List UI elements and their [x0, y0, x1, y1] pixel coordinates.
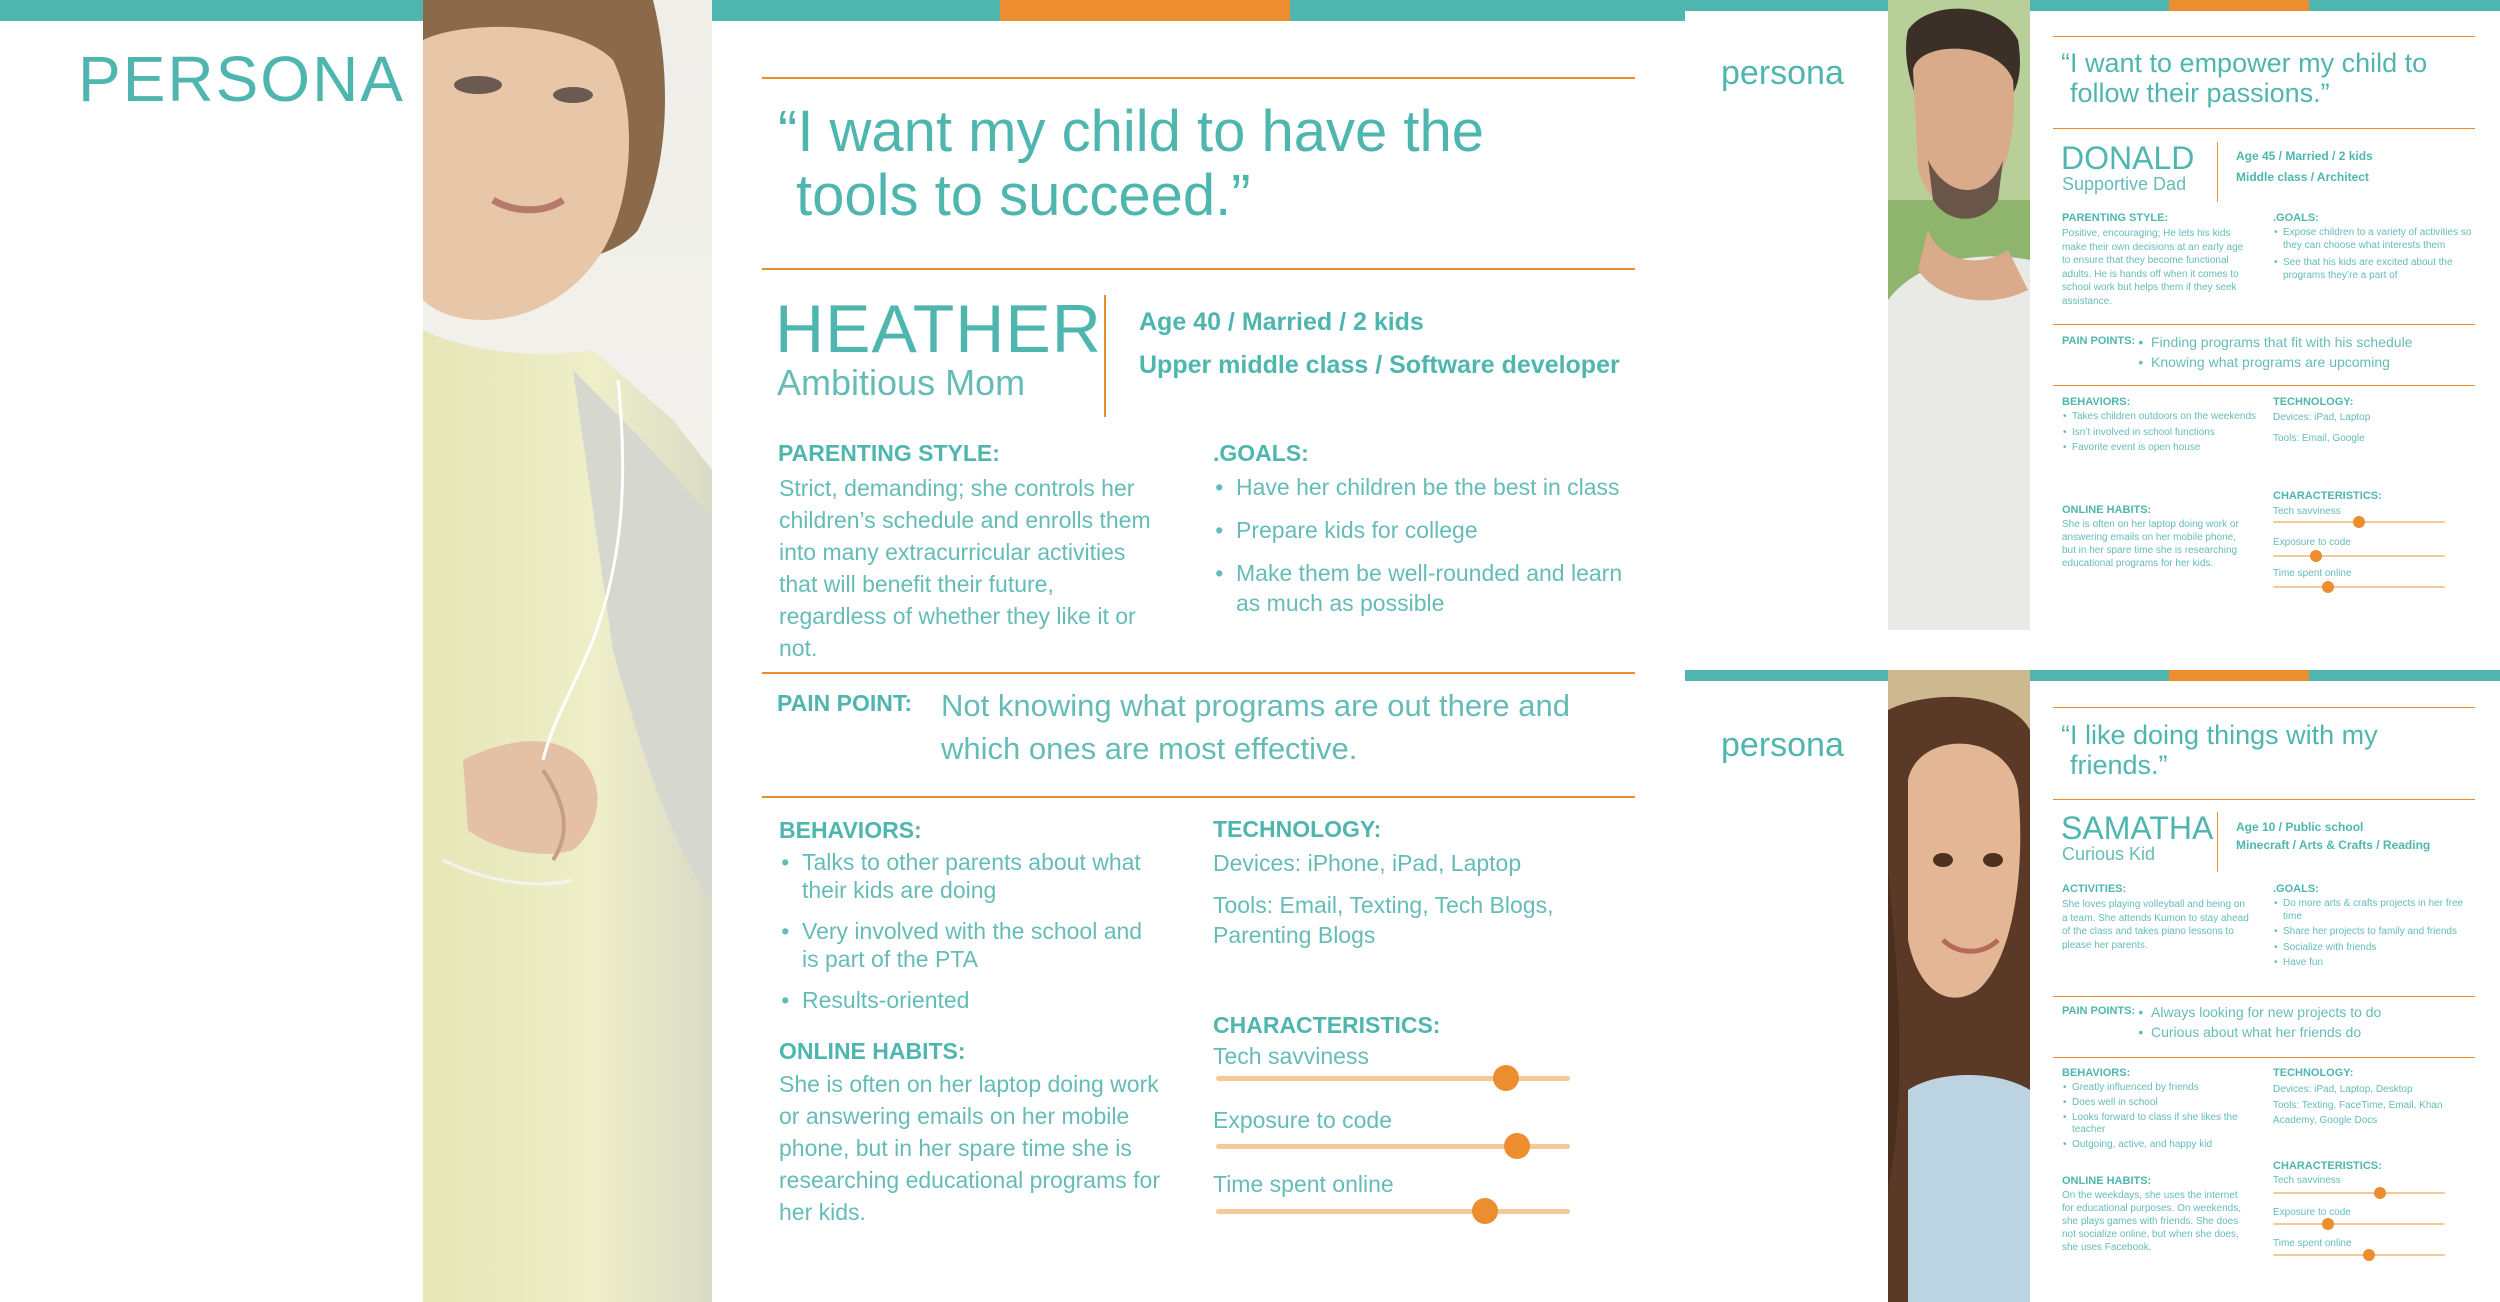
- goals-list: [2273, 227, 2473, 282]
- behavior-item: • Talks to other parents about what their kids are doing: [779, 848, 1159, 904]
- parenting-style-text: Positive, encouraging; He lets his kids make their own decisions at an early age to ensure that they become functional adults. He is hands off when it comes to school work but helps them if they seek assistance.: [2062, 228, 2244, 307]
- behaviors-label: BEHAVIORS:: [779, 817, 922, 843]
- goals-list: [2273, 898, 2483, 970]
- pain-point-item: • Knowing what programs are upcoming: [2137, 352, 2477, 372]
- behaviors-list: [2062, 1082, 2262, 1151]
- quote-bottom-rule: [2053, 799, 2475, 800]
- time-online-slider: [1216, 1198, 1570, 1224]
- persona-header: PERSONA: [78, 43, 405, 115]
- persona-header: persona: [1721, 54, 1844, 92]
- technology-devices: Devices: iPad, Laptop: [2273, 412, 2371, 423]
- behavior-item: • Very involved with the school and is part of the PTA: [779, 917, 1159, 973]
- name-divider: [2217, 812, 2218, 872]
- technology-devices: Devices: iPad, Laptop, Desktop: [2273, 1084, 2413, 1095]
- goals-label: .GOALS:: [2273, 212, 2319, 224]
- heather-photo: [423, 0, 712, 1302]
- donald-photo: [1888, 0, 2030, 630]
- behavior-item: • Takes children outdoors on the weekends: [2062, 411, 2262, 424]
- char-label-online: Time spent online: [2273, 1238, 2352, 1249]
- persona-role: Supportive Dad: [2062, 174, 2187, 194]
- activities-text: She loves playing volleyball and being on a team. She attends Kumon to stay ahead of the class and takes piano lessons to please her parents.: [2062, 899, 2249, 951]
- char-label-online: Time spent online: [1213, 1171, 1394, 1197]
- goal-item: • See that his kids are excited about the programs they’re a part of: [2273, 257, 2473, 282]
- goal-item: • Socialize with friends: [2273, 942, 2483, 955]
- donald-card: [1685, 0, 2500, 651]
- goal-item: • Prepare kids for college: [1213, 515, 1633, 545]
- persona-name: DONALD: [2061, 140, 2195, 176]
- tech-savviness-slider: [2273, 1186, 2445, 1200]
- technology-devices: Devices: iPhone, iPad, Laptop: [1213, 850, 1522, 876]
- char-label-tech: Tech savviness: [2273, 506, 2341, 517]
- name-divider: [1104, 295, 1106, 417]
- pain-bottom-rule: [2053, 1057, 2475, 1058]
- persona-name: SAMATHA: [2061, 810, 2214, 846]
- demographics-line1: Age 10 / Public school: [2236, 820, 2364, 834]
- exposure-to-code-slider: [2273, 1217, 2445, 1231]
- pain-point-label: PAIN POINTS:: [2062, 1005, 2136, 1017]
- char-label-code: Exposure to code: [2273, 1207, 2351, 1218]
- online-habits-text: On the weekdays, she uses the internet for educational purposes. On weekends, she plays games with friends. She does not socialize online, but when she does, she uses Facebook.: [2062, 1190, 2241, 1253]
- char-label-tech: Tech savviness: [1213, 1043, 1369, 1069]
- pain-points-list: [2137, 1002, 2477, 1042]
- demographics-line1: Age 45 / Married / 2 kids: [2236, 149, 2373, 163]
- technology-tools: Tools: Texting, FaceTime, Email, Khan Academy, Google Docs: [2273, 1100, 2443, 1126]
- goals-list: [1213, 472, 1633, 618]
- pain-points-list: [2137, 332, 2477, 372]
- online-habits-label: ONLINE HABITS:: [779, 1038, 966, 1064]
- technology-label: TECHNOLOGY:: [2273, 396, 2354, 408]
- pain-top-rule: [762, 672, 1635, 674]
- online-habits-text: She is often on her laptop doing work or answering emails on her mobile phone, but in her spare time she is researching educational programs for her kids.: [2062, 519, 2239, 569]
- top-band-accent: [1000, 0, 1290, 21]
- woman-photo-image: [423, 0, 712, 1302]
- pain-top-rule: [2053, 324, 2475, 325]
- man-photo-image: [1888, 0, 2030, 630]
- behaviors-list: [2062, 411, 2262, 455]
- goal-item: • Share her projects to family and friends: [2273, 926, 2483, 939]
- char-label-tech: Tech savviness: [2273, 1175, 2341, 1186]
- persona-name: HEATHER: [775, 291, 1102, 367]
- char-label-code: Exposure to code: [2273, 537, 2351, 548]
- pain-top-rule: [2053, 996, 2475, 997]
- persona-header: persona: [1721, 726, 1844, 764]
- online-habits-label: ONLINE HABITS:: [2062, 1175, 2152, 1187]
- pain-bottom-rule: [2053, 385, 2475, 386]
- samatha-photo: [1888, 670, 2030, 1302]
- persona-role: Curious Kid: [2062, 844, 2156, 864]
- top-band: [0, 0, 1685, 21]
- girl-photo-image: [1888, 670, 2030, 1302]
- pain-point-text: Not knowing what programs are out there and which ones are most effective.: [941, 688, 1570, 766]
- top-band-accent: [2169, 670, 2309, 681]
- pain-point-label: PAIN POINT:: [777, 690, 913, 716]
- tech-savviness-slider: [2273, 515, 2445, 529]
- technology-tools: Tools: Email, Google: [2273, 433, 2365, 444]
- quote-top-rule: [2053, 36, 2475, 37]
- top-band: [1685, 670, 2500, 681]
- pain-point-item: • Finding programs that fit with his schedule: [2137, 332, 2477, 352]
- technology-label: TECHNOLOGY:: [2273, 1067, 2354, 1079]
- quote-top-rule: [762, 77, 1635, 79]
- behaviors-label: BEHAVIORS:: [2062, 1067, 2131, 1079]
- pain-bottom-rule: [762, 796, 1635, 798]
- behavior-item: • Does well in school: [2062, 1097, 2262, 1109]
- pain-point-label: PAIN POINTS:: [2062, 335, 2136, 347]
- behavior-item: • Results-oriented: [779, 986, 1159, 1014]
- tech-savviness-slider: [1216, 1065, 1570, 1091]
- persona-quote: “I want to empower my child to follow their passions.”: [2061, 48, 2428, 108]
- demographics-line1: Age 40 / Married / 2 kids: [1139, 308, 1424, 336]
- samatha-card: [1685, 670, 2500, 1302]
- quote-top-rule: [2053, 707, 2475, 708]
- goal-item: • Have her children be the best in class: [1213, 472, 1633, 502]
- demographics-line2: Upper middle class / Software developer: [1139, 351, 1620, 379]
- quote-bottom-rule: [2053, 128, 2475, 129]
- behaviors-label: BEHAVIORS:: [2062, 396, 2131, 408]
- characteristics-label: CHARACTERISTICS:: [2273, 1160, 2382, 1172]
- pain-point-item: • Always looking for new projects to do: [2137, 1002, 2477, 1022]
- parenting-style-text: Strict, demanding; she controls her children’s schedule and enrolls them into many extracurricular activities that will benefit their future, regardless of whether they like it or not.: [779, 475, 1151, 661]
- online-habits-text: She is often on her laptop doing work or answering emails on her mobile phone, but in her spare time she is researching educational programs for her kids.: [779, 1071, 1160, 1225]
- characteristics-label: CHARACTERISTICS:: [1213, 1012, 1441, 1038]
- char-label-online: Time spent online: [2273, 568, 2352, 579]
- goal-item: • Have fun: [2273, 957, 2483, 970]
- behaviors-list: [779, 848, 1159, 1014]
- persona-quote: “I want my child to have the tools to succeed.”: [778, 99, 1484, 228]
- char-label-code: Exposure to code: [1213, 1107, 1393, 1133]
- technology-label: TECHNOLOGY:: [1213, 816, 1382, 842]
- technology-tools: Tools: Email, Texting, Tech Blogs, Parenting Blogs: [1213, 892, 1554, 948]
- goal-item: • Do more arts & crafts projects in her free time: [2273, 898, 2483, 923]
- behavior-item: • Outgoing, active, and happy kid: [2062, 1139, 2262, 1151]
- persona-role: Ambitious Mom: [777, 362, 1026, 403]
- goals-label: .GOALS:: [2273, 883, 2319, 895]
- parenting-style-label: PARENTING STYLE:: [778, 440, 1000, 466]
- name-divider: [2217, 142, 2218, 202]
- top-band: [1685, 0, 2500, 11]
- parenting-style-label: PARENTING STYLE:: [2062, 212, 2169, 224]
- exposure-to-code-slider: [1216, 1133, 1570, 1159]
- characteristics-label: CHARACTERISTICS:: [2273, 490, 2382, 502]
- activities-label: ACTIVITIES:: [2062, 883, 2127, 895]
- demographics-line2: Minecraft / Arts & Crafts / Reading: [2236, 838, 2431, 852]
- exposure-to-code-slider: [2273, 549, 2445, 563]
- behavior-item: • Greatly influenced by friends: [2062, 1082, 2262, 1094]
- persona-quote: “I like doing things with my friends.”: [2061, 720, 2378, 780]
- behavior-item: • Looks forward to class if she likes the teacher: [2062, 1112, 2262, 1136]
- behavior-item: • Favorite event is open house: [2062, 442, 2262, 455]
- behavior-item: • Isn’t involved in school functions: [2062, 427, 2262, 440]
- demographics-line2: Middle class / Architect: [2236, 170, 2369, 184]
- time-online-slider: [2273, 1248, 2445, 1262]
- online-habits-label: ONLINE HABITS:: [2062, 504, 2152, 516]
- goal-item: • Make them be well-rounded and learn as much as possible: [1213, 558, 1633, 618]
- top-band-accent: [2169, 0, 2309, 11]
- goal-item: • Expose children to a variety of activities so they can choose what interests them: [2273, 227, 2473, 252]
- time-online-slider: [2273, 580, 2445, 594]
- pain-point-item: • Curious about what her friends do: [2137, 1022, 2477, 1042]
- goals-label: .GOALS:: [1213, 440, 1309, 466]
- quote-bottom-rule: [762, 268, 1635, 270]
